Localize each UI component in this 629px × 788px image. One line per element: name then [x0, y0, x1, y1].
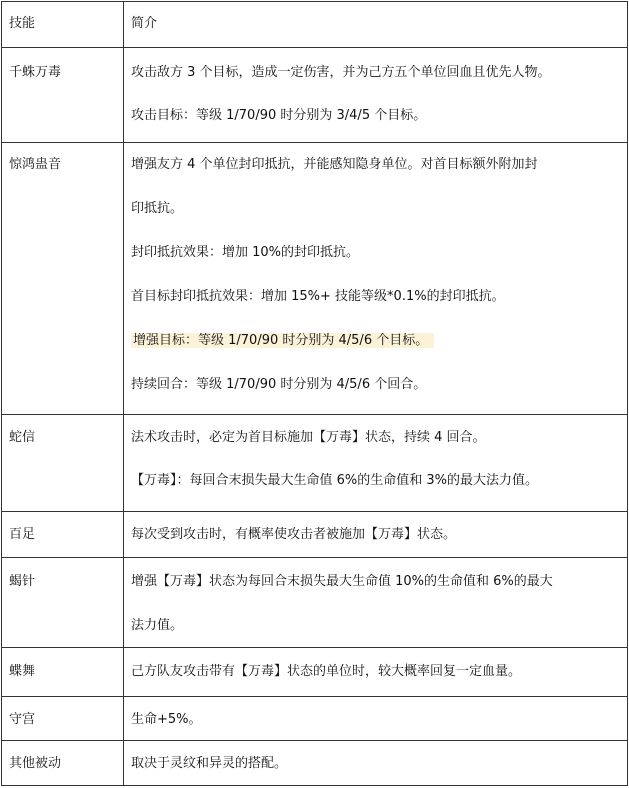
skill-name-cell [2, 143, 124, 415]
desc-line [131, 331, 620, 351]
skill-table [1, 1, 628, 786]
header-intro [124, 2, 628, 48]
skill-name: 其他被动 [9, 756, 62, 771]
skill-desc-cell [124, 143, 628, 415]
skill-desc-cell [124, 697, 628, 741]
desc-line: 每次受到攻击时，有概率使攻击者被施加【万毒】状态。 [131, 527, 457, 542]
skill-desc-cell [124, 558, 628, 648]
skill-name-cell [2, 741, 124, 786]
desc-line: 法术攻击时，必定为首目标施加【万毒】状态，持续 4 回合。 [131, 430, 486, 445]
skill-name: 蛇信 [9, 430, 36, 445]
desc-line: 取决于灵纹和异灵的搭配。 [131, 756, 288, 771]
skill-name: 守宫 [9, 712, 36, 727]
skill-name-cell [2, 415, 124, 512]
table-row [2, 697, 628, 741]
skill-name-cell [2, 48, 124, 143]
skill-name-cell [2, 558, 124, 648]
table-row [2, 558, 628, 648]
skill-name: 蝎针 [9, 574, 36, 589]
desc-line: 攻击目标：等级 1/70/90 时分别为 3/4/5 个目标。 [131, 108, 427, 123]
desc-line: 印抵抗。 [131, 201, 184, 216]
skill-name: 蝶舞 [9, 664, 36, 679]
table-row [2, 741, 628, 786]
skill-name-cell [2, 648, 124, 697]
skill-desc-cell [124, 48, 628, 143]
highlighted-text: 增强目标：等级 1/70/90 时分别为 4/5/6 个目标。 [131, 333, 434, 348]
desc-line: 生命+5%。 [131, 712, 202, 727]
header-skill-label: 技能 [9, 16, 36, 31]
skill-desc-cell [124, 415, 628, 512]
desc-line: 增强友方 4 个单位封印抵抗，并能感知隐身单位。对首目标额外附加封 [131, 157, 538, 172]
skill-name: 千蛛万毒 [9, 65, 62, 80]
desc-line: 己方队友攻击带有【万毒】状态的单位时，较大概率回复一定血量。 [131, 664, 522, 679]
header-skill [2, 2, 124, 48]
skill-desc-cell [124, 648, 628, 697]
table-row [2, 48, 628, 143]
skill-desc-cell [124, 512, 628, 558]
skill-name-cell [2, 512, 124, 558]
skill-name: 惊鸿蛊音 [9, 157, 62, 172]
desc-line: 法力值。 [131, 618, 184, 633]
table-row [2, 415, 628, 512]
skill-name: 百足 [9, 527, 36, 542]
header-intro-label: 简介 [131, 16, 158, 31]
table-row [2, 648, 628, 697]
desc-line: 【万毒】：每回合末损失最大生命值 6%的生命值和 3%的最大法力值。 [131, 473, 539, 488]
desc-line: 增强【万毒】状态为每回合末损失最大生命值 10%的生命值和 6%的最大 [131, 574, 553, 589]
table-row [2, 143, 628, 415]
desc-line: 首目标封印抵抗效果：增加 15%+ 技能等级*0.1%的封印抵抗。 [131, 289, 505, 304]
desc-line: 封印抵抗效果：增加 10%的封印抵抗。 [131, 245, 360, 260]
desc-line: 持续回合：等级 1/70/90 时分别为 4/5/6 个回合。 [131, 377, 427, 392]
skill-desc-cell [124, 741, 628, 786]
header-row [2, 2, 628, 48]
skill-name-cell [2, 697, 124, 741]
desc-line: 攻击敌方 3 个目标，造成一定伤害，并为己方五个单位回血且优先人物。 [131, 65, 551, 80]
table-row [2, 512, 628, 558]
